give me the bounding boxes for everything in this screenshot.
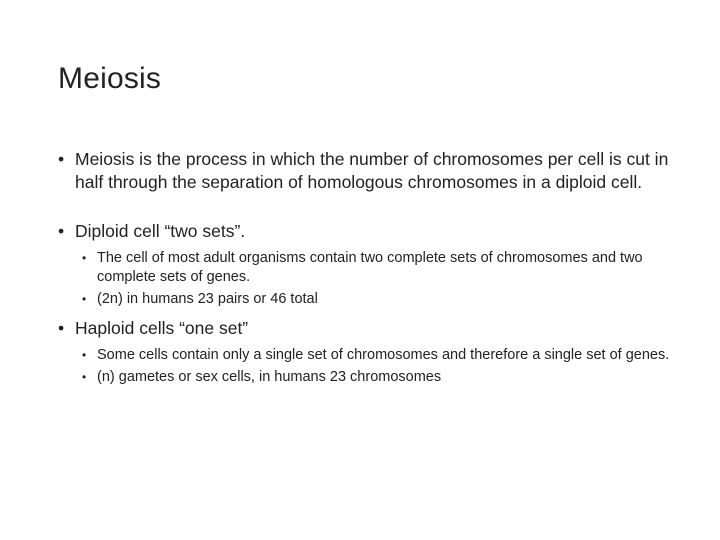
bullet-icon: • xyxy=(82,370,87,384)
bullet-icon: • xyxy=(58,221,65,241)
bullet-text: Meiosis is the process in which the number of chromosomes per cell is cut in half through the separation of homologous chromosomes in a diploid cell. xyxy=(75,149,669,192)
sub-bullet-text: (n) gametes or sex cells, in humans 23 chromosomes xyxy=(97,369,442,385)
sub-bullet-point xyxy=(82,290,678,309)
bullet-point xyxy=(58,220,678,243)
bullet-icon: • xyxy=(58,149,65,169)
slide-body xyxy=(58,148,678,387)
bullet-point xyxy=(58,317,678,340)
bullet-text: Haploid cells “one set” xyxy=(75,318,249,338)
sub-bullet-list xyxy=(58,346,678,387)
sub-bullet-point xyxy=(82,249,678,287)
slide-title: Meiosis xyxy=(58,62,162,95)
sub-bullet-point xyxy=(82,368,678,387)
sub-bullet-text: (2n) in humans 23 pairs or 46 total xyxy=(97,291,318,307)
sub-bullet-text: Some cells contain only a single set of chromosomes and therefore a single set of genes. xyxy=(97,347,670,363)
sub-bullet-text: The cell of most adult organisms contain two complete sets of chromosomes and two complete sets of genes. xyxy=(97,250,643,285)
sub-bullet-list xyxy=(58,249,678,309)
bullet-point xyxy=(58,148,678,194)
bullet-icon: • xyxy=(82,348,87,362)
bullet-icon: • xyxy=(82,251,87,265)
bullet-icon: • xyxy=(58,318,65,338)
bullet-text: Diploid cell “two sets”. xyxy=(75,221,246,241)
sub-bullet-point xyxy=(82,346,678,365)
bullet-icon: • xyxy=(82,292,87,306)
